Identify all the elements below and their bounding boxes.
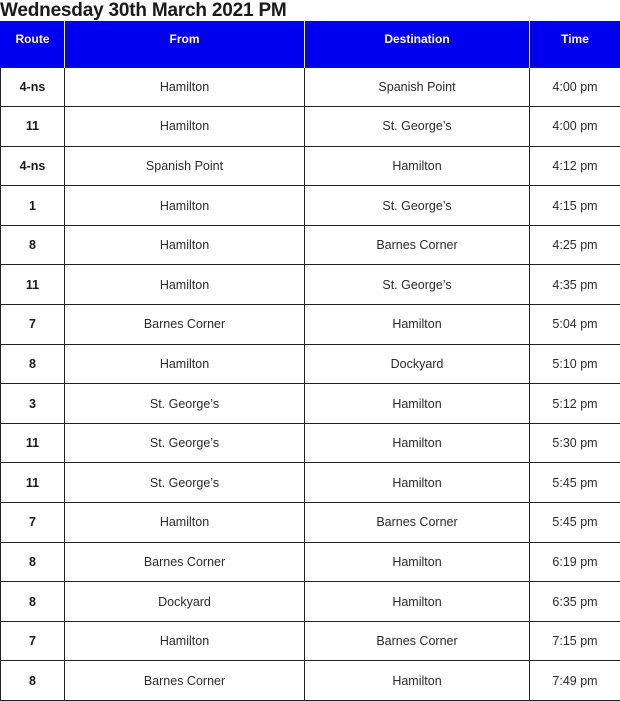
cell-destination: Hamilton	[305, 146, 530, 186]
cell-route: 11	[1, 265, 65, 305]
bus-schedule-table	[0, 21, 620, 701]
cell-from: Hamilton	[65, 344, 305, 384]
cell-destination: St. George’s	[305, 265, 530, 305]
cell-from: St. George’s	[65, 384, 305, 424]
cell-from: Hamilton	[65, 67, 305, 107]
cell-route: 11	[1, 107, 65, 147]
cell-from: Hamilton	[65, 186, 305, 226]
cell-time: 4:00 pm	[530, 107, 620, 147]
cell-from: Barnes Corner	[65, 305, 305, 345]
cell-from: Barnes Corner	[65, 661, 305, 701]
cell-from: Hamilton	[65, 265, 305, 305]
table-row	[1, 305, 620, 345]
cell-destination: Hamilton	[305, 384, 530, 424]
table-body	[1, 67, 620, 701]
cell-route: 7	[1, 305, 65, 345]
table-row	[1, 186, 620, 226]
cell-destination: Hamilton	[305, 661, 530, 701]
column-header-from: From	[65, 21, 305, 67]
cell-time: 7:49 pm	[530, 661, 620, 701]
cell-time: 4:00 pm	[530, 67, 620, 107]
cell-time: 4:12 pm	[530, 146, 620, 186]
cell-destination: Hamilton	[305, 423, 530, 463]
cell-route: 8	[1, 225, 65, 265]
cell-destination: Hamilton	[305, 542, 530, 582]
cell-route: 8	[1, 542, 65, 582]
table-row	[1, 67, 620, 107]
page-title: Wednesday 30th March 2021 PM	[0, 0, 287, 21]
cell-destination: Hamilton	[305, 582, 530, 622]
cell-from: Dockyard	[65, 582, 305, 622]
table-row	[1, 661, 620, 701]
table-row	[1, 463, 620, 503]
cell-destination: Barnes Corner	[305, 225, 530, 265]
cell-time: 4:25 pm	[530, 225, 620, 265]
cell-route: 11	[1, 463, 65, 503]
cell-destination: Barnes Corner	[305, 621, 530, 661]
cell-route: 1	[1, 186, 65, 226]
column-header-route: Route	[1, 21, 65, 67]
table-row	[1, 146, 620, 186]
cell-route: 8	[1, 582, 65, 622]
cell-time: 5:45 pm	[530, 463, 620, 503]
table-row	[1, 542, 620, 582]
cell-route: 7	[1, 503, 65, 543]
table-row	[1, 384, 620, 424]
table-row	[1, 503, 620, 543]
header-row	[1, 21, 620, 67]
cell-from: Hamilton	[65, 107, 305, 147]
table-row	[1, 621, 620, 661]
cell-from: St. George’s	[65, 463, 305, 503]
cell-route: 8	[1, 661, 65, 701]
table-header	[1, 21, 620, 67]
cell-from: Hamilton	[65, 503, 305, 543]
column-header-destination: Destination	[305, 21, 530, 67]
cell-time: 5:12 pm	[530, 384, 620, 424]
cell-from: Hamilton	[65, 225, 305, 265]
cell-time: 5:10 pm	[530, 344, 620, 384]
cell-time: 5:30 pm	[530, 423, 620, 463]
cell-destination: St. George’s	[305, 107, 530, 147]
cell-time: 5:45 pm	[530, 503, 620, 543]
cell-destination: Hamilton	[305, 305, 530, 345]
cell-destination: Barnes Corner	[305, 503, 530, 543]
cell-destination: Hamilton	[305, 463, 530, 503]
cell-time: 6:35 pm	[530, 582, 620, 622]
cell-from: Barnes Corner	[65, 542, 305, 582]
table-row	[1, 344, 620, 384]
cell-from: Spanish Point	[65, 146, 305, 186]
cell-time: 6:19 pm	[530, 542, 620, 582]
column-header-time: Time	[530, 21, 620, 67]
cell-destination: Spanish Point	[305, 67, 530, 107]
table-row	[1, 582, 620, 622]
cell-destination: St. George’s	[305, 186, 530, 226]
cell-destination: Dockyard	[305, 344, 530, 384]
cell-from: St. George’s	[65, 423, 305, 463]
cell-route: 11	[1, 423, 65, 463]
table-row	[1, 225, 620, 265]
cell-time: 5:04 pm	[530, 305, 620, 345]
cell-route: 3	[1, 384, 65, 424]
cell-from: Hamilton	[65, 621, 305, 661]
table-row	[1, 423, 620, 463]
cell-route: 7	[1, 621, 65, 661]
cell-route: 4-ns	[1, 67, 65, 107]
cell-route: 4-ns	[1, 146, 65, 186]
cell-route: 8	[1, 344, 65, 384]
table-row	[1, 107, 620, 147]
cell-time: 4:35 pm	[530, 265, 620, 305]
table-row	[1, 265, 620, 305]
cell-time: 7:15 pm	[530, 621, 620, 661]
cell-time: 4:15 pm	[530, 186, 620, 226]
